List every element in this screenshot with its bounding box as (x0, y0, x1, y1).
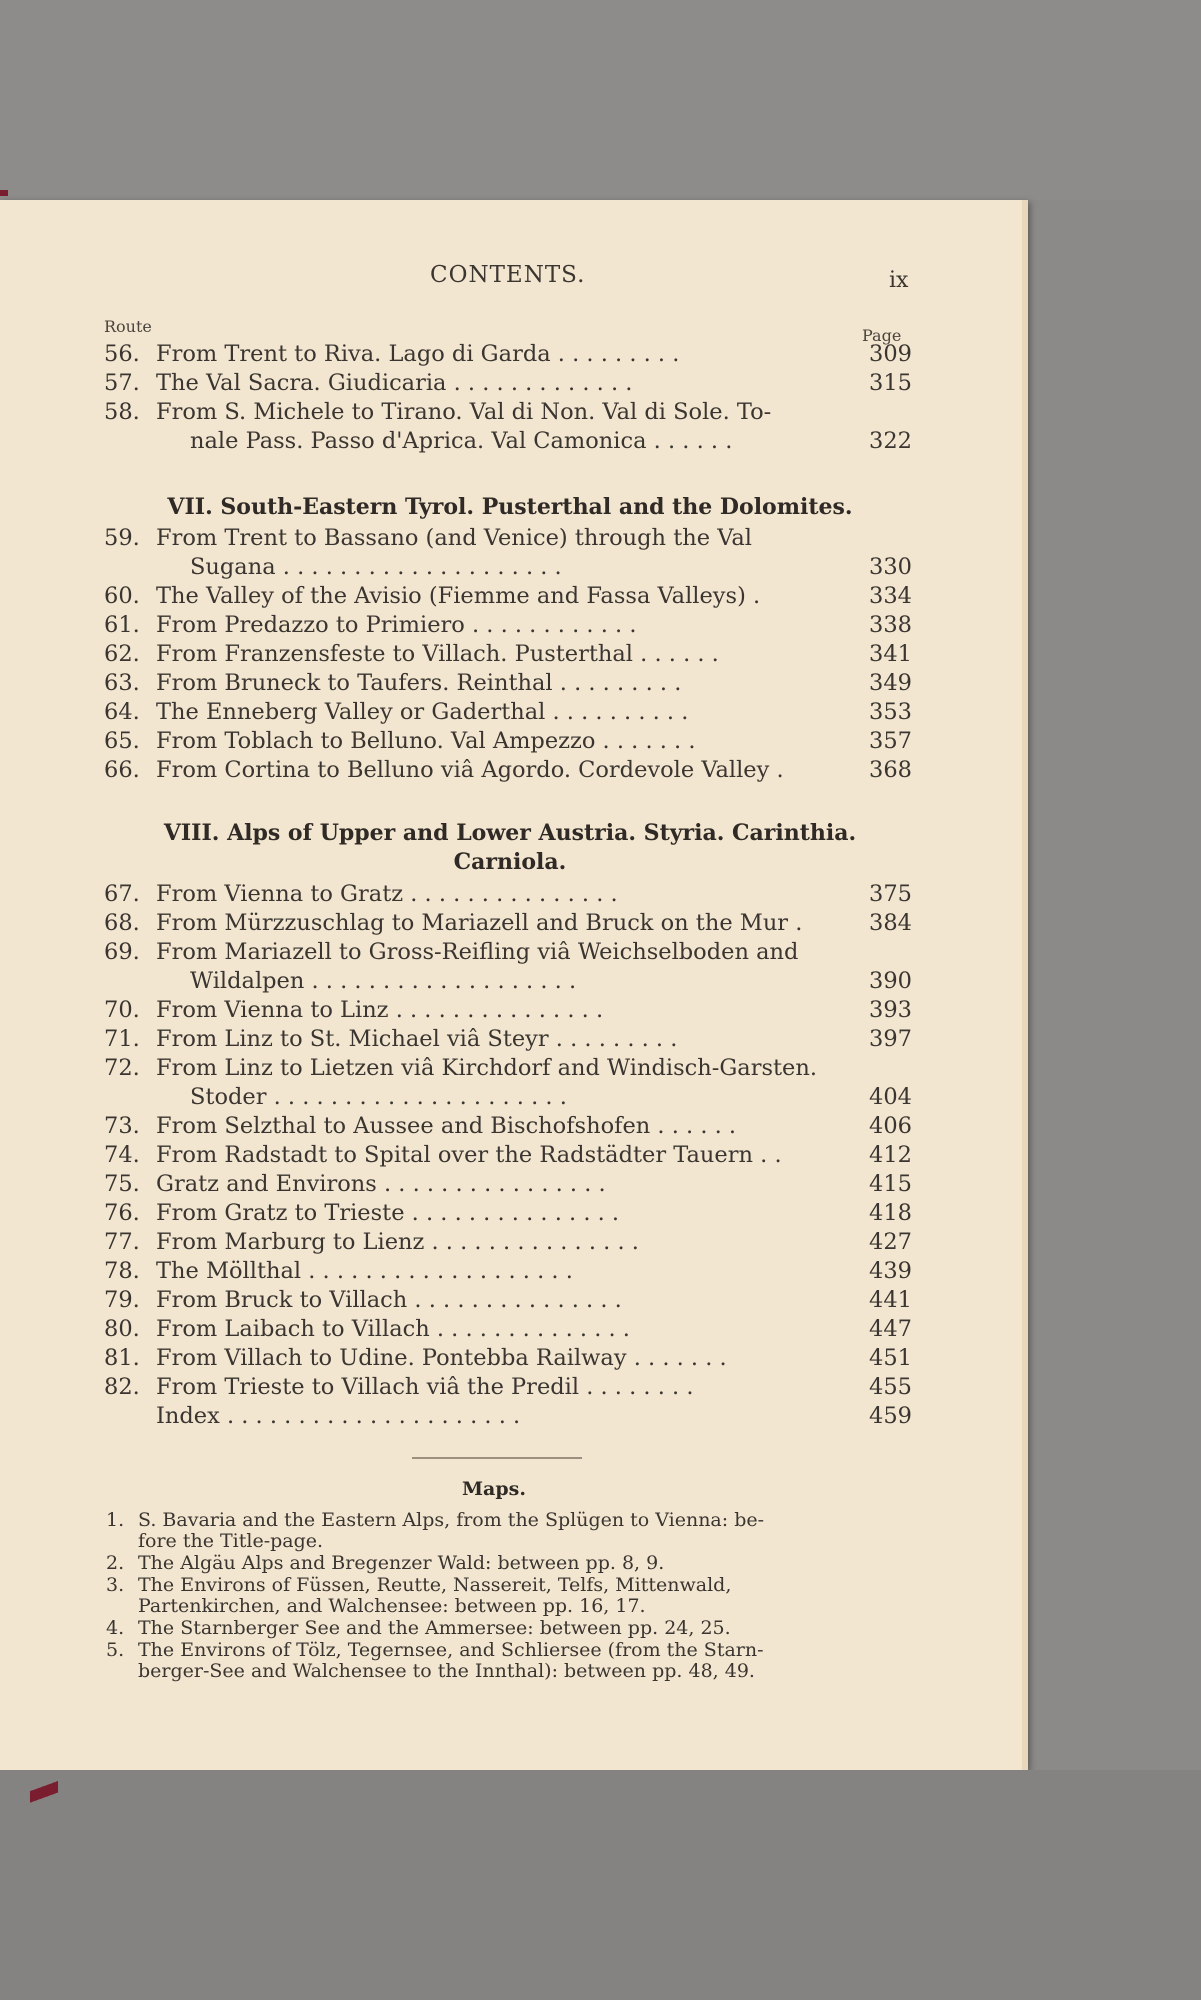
route-title: Wildalpen . . . . . . . . . . . . . . . . . . . (190, 968, 577, 994)
route-number: 78. (104, 1258, 140, 1284)
route-number: 81. (104, 1345, 140, 1371)
page-ref: 459 (869, 1403, 912, 1429)
page-ref: 451 (869, 1345, 912, 1371)
route-title: From Gratz to Trieste . . . . . . . . . . . . . . . (156, 1200, 620, 1226)
page-ref: 406 (869, 1113, 912, 1139)
route-number: 73. (104, 1113, 140, 1139)
route-number: 62. (104, 641, 140, 667)
route-number: 82. (104, 1374, 140, 1400)
route-title: From Mürzzuschlag to Mariazell and Bruck on the Mur . (156, 910, 803, 936)
map-number: 5. (106, 1639, 125, 1661)
route-title: Sugana . . . . . . . . . . . . . . . . . . . . (190, 554, 562, 580)
route-title: nale Pass. Passo d'Aprica. Val Camonica . . . . . . (190, 428, 733, 454)
route-title: From Radstadt to Spital over the Radstädter Tauern . . (156, 1142, 782, 1168)
route-title: From Cortina to Belluno viâ Agordo. Cordevole Valley . (156, 757, 784, 783)
route-title: From Vienna to Linz . . . . . . . . . . . . . . . (156, 997, 604, 1023)
page-ref: 368 (869, 757, 912, 783)
map-description: Partenkirchen, and Walchensee: between pp. 16, 17. (138, 1595, 646, 1617)
route-title: From Trent to Bassano (and Venice) through the Val (156, 525, 752, 551)
page-ref: 353 (869, 699, 912, 725)
route-title: From Linz to Lietzen viâ Kirchdorf and Windisch-Garsten. (156, 1055, 818, 1081)
route-number: 72. (104, 1055, 140, 1081)
map-number: 2. (106, 1552, 125, 1574)
section-heading-viii: VIII. Alps of Upper and Lower Austria. Styria. Carinthia. (163, 820, 857, 846)
section-heading-viii-cont: Carniola. (453, 849, 567, 875)
map-description: The Environs of Füssen, Reutte, Nassereit, Telfs, Mittenwald, (138, 1574, 732, 1596)
page-ref: 439 (869, 1258, 912, 1284)
route-number: 66. (104, 757, 140, 783)
page-ref: 447 (869, 1316, 912, 1342)
route-number: 70. (104, 997, 140, 1023)
route-number: 63. (104, 670, 140, 696)
map-description: The Environs of Tölz, Tegernsee, and Schliersee (from the Starn- (138, 1639, 764, 1661)
route-title: Gratz and Environs . . . . . . . . . . . . . . . . (156, 1171, 606, 1197)
page-ref: 393 (869, 997, 912, 1023)
route-number: 74. (104, 1142, 140, 1168)
map-number: 3. (106, 1574, 125, 1596)
route-title: From Bruck to Villach . . . . . . . . . . . . . . . (156, 1287, 622, 1313)
map-description: The Algäu Alps and Bregenzer Wald: between pp. 8, 9. (138, 1552, 665, 1574)
route-number: 65. (104, 728, 140, 754)
route-title: From Franzensfeste to Villach. Pusterthal . . . . . . (156, 641, 719, 667)
route-number: 75. (104, 1171, 140, 1197)
running-head: CONTENTS. (430, 262, 586, 288)
route-number: 59. (104, 525, 140, 551)
route-title: The Valley of the Avisio (Fiemme and Fassa Valleys) . (156, 583, 761, 609)
page-ref: 357 (869, 728, 912, 754)
route-title: Stoder . . . . . . . . . . . . . . . . . . . . . (190, 1084, 567, 1110)
map-number: 1. (106, 1509, 125, 1531)
map-description: S. Bavaria and the Eastern Alps, from the Splügen to Vienna: be- (138, 1509, 765, 1531)
route-number: 56. (104, 341, 140, 367)
page-ref: 341 (869, 641, 912, 667)
page-ref: 415 (869, 1171, 912, 1197)
page-ref: 418 (869, 1200, 912, 1226)
page-number: ix (889, 268, 909, 293)
page-ref: 338 (869, 612, 912, 638)
background-top (0, 0, 1201, 200)
route-title: From S. Michele to Tirano. Val di Non. Val di Sole. To- (156, 399, 772, 425)
route-number: 58. (104, 399, 140, 425)
page-ref: 441 (869, 1287, 912, 1313)
route-title: From Predazzo to Primiero . . . . . . . . . . . . (156, 612, 637, 638)
page-ref: 455 (869, 1374, 912, 1400)
route-number: 64. (104, 699, 140, 725)
bookmark-ribbon-top (0, 190, 8, 196)
route-title: From Laibach to Villach . . . . . . . . . . . . . . (156, 1316, 630, 1342)
page-ref: 309 (869, 341, 912, 367)
map-description: berger-See and Walchensee to the Innthal): between pp. 48, 49. (138, 1660, 755, 1682)
route-number: 60. (104, 583, 140, 609)
route-title: From Trieste to Villach viâ the Predil . . . . . . . . (156, 1374, 694, 1400)
route-title: From Selzthal to Aussee and Bischofshofen . . . . . . (156, 1113, 737, 1139)
route-number: 67. (104, 881, 140, 907)
route-number: 79. (104, 1287, 140, 1313)
route-title: The Val Sacra. Giudicaria . . . . . . . . . . . . . (156, 370, 633, 396)
book-page (0, 200, 1028, 1770)
route-number: 71. (104, 1026, 140, 1052)
route-number: 69. (104, 939, 140, 965)
bookmark-ribbon (30, 1775, 58, 1811)
section-heading-vii: VII. South-Eastern Tyrol. Pusterthal and the Dolomites. (167, 494, 853, 520)
route-number: 61. (104, 612, 140, 638)
route-title: From Linz to St. Michael viâ Steyr . . . . . . . . . (156, 1026, 678, 1052)
page-column-label: Page (862, 326, 902, 345)
route-title: From Villach to Udine. Pontebba Railway . . . . . . . (156, 1345, 727, 1371)
maps-heading: Maps. (462, 1478, 526, 1500)
route-title: Index . . . . . . . . . . . . . . . . . . . . . (156, 1403, 521, 1429)
page-ref: 334 (869, 583, 912, 609)
route-number: 77. (104, 1229, 140, 1255)
page-ref: 412 (869, 1142, 912, 1168)
route-number: 68. (104, 910, 140, 936)
background-bottom (0, 1770, 1201, 2000)
divider-rule (412, 1457, 582, 1459)
map-description: fore the Title-page. (138, 1530, 324, 1552)
route-title: From Trent to Riva. Lago di Garda . . . . . . . . . (156, 341, 680, 367)
route-number: 76. (104, 1200, 140, 1226)
route-title: From Marburg to Lienz . . . . . . . . . . . . . . . (156, 1229, 639, 1255)
route-title: From Bruneck to Taufers. Reinthal . . . . . . . . . (156, 670, 682, 696)
route-title: The Möllthal . . . . . . . . . . . . . . . . . . . (156, 1258, 573, 1284)
route-title: From Mariazell to Gross-Reifling viâ Weichselboden and (156, 939, 799, 965)
page-ref: 349 (869, 670, 912, 696)
route-number: 57. (104, 370, 140, 396)
page-ref: 330 (869, 554, 912, 580)
route-title: The Enneberg Valley or Gaderthal . . . . . . . . . . (156, 699, 689, 725)
route-title: From Vienna to Gratz . . . . . . . . . . . . . . . (156, 881, 618, 907)
route-column-label: Route (104, 317, 152, 336)
map-description: The Starnberger See and the Ammersee: between pp. 24, 25. (138, 1617, 731, 1639)
page-ref: 315 (869, 370, 912, 396)
page-ref: 404 (869, 1084, 912, 1110)
page-ref: 384 (869, 910, 912, 936)
page-ref: 375 (869, 881, 912, 907)
page-ref: 322 (869, 428, 912, 454)
map-number: 4. (106, 1617, 125, 1639)
page-ref: 397 (869, 1026, 912, 1052)
page-ref: 390 (869, 968, 912, 994)
route-title: From Toblach to Belluno. Val Ampezzo . . . . . . . (156, 728, 696, 754)
page-ref: 427 (869, 1229, 912, 1255)
route-number: 80. (104, 1316, 140, 1342)
